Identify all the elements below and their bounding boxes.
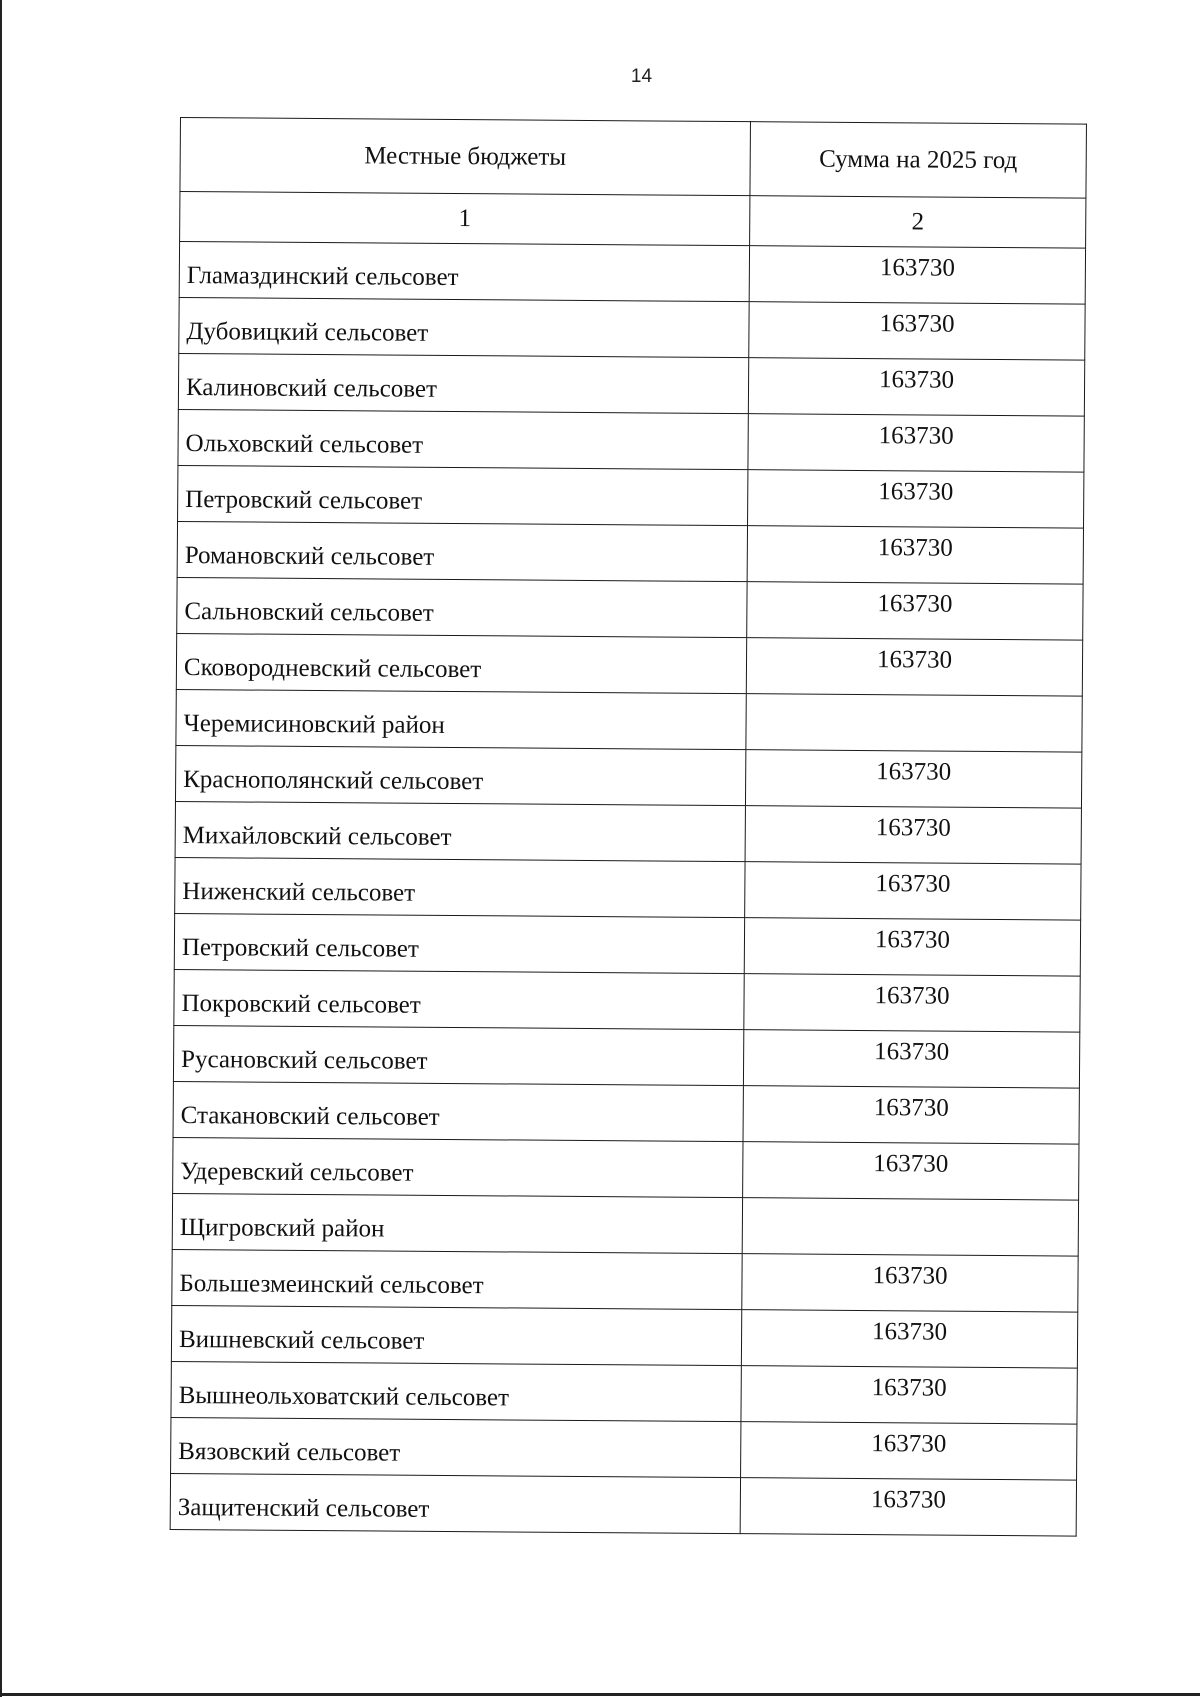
budget-name-cell: Стакановский сельсовет [173,1081,743,1141]
header-row [180,118,1087,199]
table-row [172,1249,1078,1312]
amount-cell: 163730 [743,1030,1079,1088]
table-row [171,1417,1077,1480]
table-body [170,118,1086,1537]
column-number-2: 2 [750,196,1086,248]
table-row [176,689,1082,752]
amount-cell: 163730 [747,526,1083,584]
table-row [175,801,1081,864]
budget-name-cell: Большезмеинский сельсовет [172,1249,742,1309]
amount-cell: 163730 [749,302,1085,360]
amount-cell: 163730 [749,246,1085,304]
budget-name-cell: Покровский сельсовет [174,969,744,1029]
budget-name-cell: Удеревский сельсовет [173,1137,743,1197]
amount-cell: 163730 [744,918,1080,976]
amount-cell: 163730 [742,1254,1078,1312]
table-row [178,409,1084,472]
table-row [172,1193,1078,1256]
amount-cell [746,694,1082,752]
budget-name-cell: Калиновский сельсовет [178,353,748,413]
amount-cell: 163730 [745,750,1081,808]
table-row [177,577,1083,640]
table-row [171,1305,1077,1368]
amount-cell: 163730 [748,414,1084,472]
table-row [171,1361,1077,1424]
column-number-row [180,192,1086,249]
amount-cell: 163730 [744,974,1080,1032]
amount-cell [742,1198,1078,1256]
budget-name-cell: Русановский сельсовет [173,1025,743,1085]
amount-cell: 163730 [740,1478,1076,1536]
table-row [174,913,1080,976]
budget-name-cell: Ольховский сельсовет [178,409,748,469]
amount-cell: 163730 [743,1142,1079,1200]
amount-cell: 163730 [745,862,1081,920]
budget-name-cell: Ниженский сельсовет [175,857,745,917]
budget-name-cell: Вязовский сельсовет [171,1417,741,1477]
table-row [176,633,1082,696]
table-row [175,857,1081,920]
budget-name-cell: Сальновский сельсовет [177,577,747,637]
table-row [173,1025,1079,1088]
table-row [179,242,1085,305]
table-row [179,297,1085,360]
budget-name-cell: Краснополянский сельсовет [175,745,745,805]
amount-cell: 163730 [748,358,1084,416]
table-row [178,353,1084,416]
amount-cell: 163730 [745,806,1081,864]
table-row [173,1137,1079,1200]
budget-name-cell: Гламаздинский сельсовет [179,242,749,302]
budget-table [170,117,1087,1537]
table-row [175,745,1081,808]
amount-cell: 163730 [746,638,1082,696]
budget-name-cell: Романовский сельсовет [177,521,747,581]
budget-name-cell: Черемисиновский район [176,689,746,749]
table-row [174,969,1080,1032]
column-number-1: 1 [180,192,750,246]
header-amount-2025: Сумма на 2025 год [750,122,1087,198]
amount-cell: 163730 [741,1422,1077,1480]
scan-left-edge [0,0,2,1697]
scan-bottom-edge [0,1693,1200,1696]
amount-cell: 163730 [741,1310,1077,1368]
budget-name-cell: Щигровский район [172,1193,742,1253]
table-row [170,1473,1076,1536]
budget-name-cell: Вишневский сельсовет [171,1305,741,1365]
budget-name-cell: Петровский сельсовет [178,465,748,525]
amount-cell: 163730 [748,470,1084,528]
budget-name-cell: Михайловский сельсовет [175,801,745,861]
amount-cell: 163730 [747,582,1083,640]
table-row [178,465,1084,528]
page-number: 14 [630,66,653,87]
table-row [177,521,1083,584]
budget-name-cell: Вышнеольховатский сельсовет [171,1361,741,1421]
amount-cell: 163730 [743,1086,1079,1144]
amount-cell: 163730 [741,1366,1077,1424]
header-local-budgets: Местные бюджеты [180,118,751,196]
budget-name-cell: Дубовицкий сельсовет [179,297,749,357]
budget-name-cell: Защитенский сельсовет [170,1473,740,1533]
table-row [173,1081,1079,1144]
budget-name-cell: Петровский сельсовет [174,913,744,973]
budget-name-cell: Сковородневский сельсовет [176,633,746,693]
